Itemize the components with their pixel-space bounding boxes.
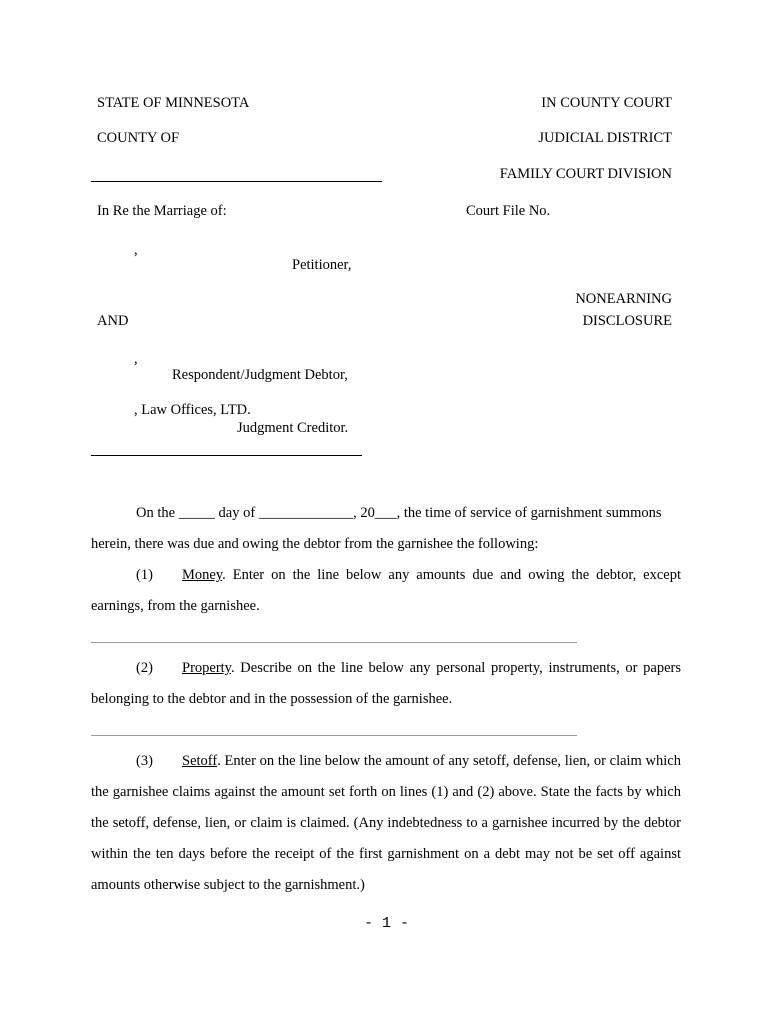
district-label: JUDICIAL DISTRICT xyxy=(538,130,672,146)
item-property-heading: Property xyxy=(182,660,231,676)
document-title-line1: NONEARNING xyxy=(575,291,672,307)
law-offices-label: , Law Offices, LTD. xyxy=(134,402,251,418)
item-property xyxy=(91,653,681,715)
county-label: COUNTY OF xyxy=(97,130,180,146)
item-setoff-heading: Setoff xyxy=(182,753,218,769)
item-property-number: (2) xyxy=(136,660,153,676)
property-answer-line xyxy=(91,735,577,736)
caption-rule-bottom xyxy=(91,455,362,456)
document-title-line2: DISCLOSURE xyxy=(582,313,672,329)
court-file-label: Court File No. xyxy=(466,203,551,219)
item-money xyxy=(91,560,681,622)
respondent-label: Respondent/Judgment Debtor, xyxy=(172,367,348,383)
item-setoff-number: (3) xyxy=(136,753,153,769)
page-number: - 1 - xyxy=(364,915,410,932)
item-money-heading: Money xyxy=(182,567,223,583)
item-setoff xyxy=(91,746,681,901)
caption-rule-top xyxy=(91,181,382,182)
intro-line-1: On the _____ day of _____________, 20___, the time of service of garnishment summons xyxy=(136,505,662,521)
state-label: STATE OF MINNESOTA xyxy=(97,95,250,111)
court-label: IN COUNTY COURT xyxy=(541,95,672,111)
money-answer-line xyxy=(91,642,577,643)
petitioner-name-comma: , xyxy=(134,242,138,258)
item-property-text: . Describe on the line below any personal property, instruments, or papers belonging to the debtor and in the possession of the garnishee. xyxy=(91,660,681,707)
item-money-number: (1) xyxy=(136,567,153,583)
item-money-text: . Enter on the line below any amounts due and owing the debtor, except earnings, from the garnishee. xyxy=(91,567,681,614)
respondent-name-comma: , xyxy=(134,351,138,367)
intro-line-2: herein, there was due and owing the debtor from the garnishee the following: xyxy=(91,536,539,552)
division-label: FAMILY COURT DIVISION xyxy=(499,166,672,182)
item-setoff-text: . Enter on the line below the amount of any setoff, defense, lien, or claim which the garnishee claims against the amount set forth on lines (1) and (2) above. State the facts by which the setoff, defense, lien, or claim is claimed. (Any indebtedness to a garnishee incurred by the debtor within the ten days before the receipt of the first garnishment on a debt may not be set off against amounts otherwise subject to the garnishment.) xyxy=(91,753,681,893)
judgment-creditor-label: Judgment Creditor. xyxy=(237,420,349,436)
and-label: AND xyxy=(97,313,129,329)
petitioner-label: Petitioner, xyxy=(292,257,352,273)
in-re-label: In Re the Marriage of: xyxy=(97,203,227,219)
